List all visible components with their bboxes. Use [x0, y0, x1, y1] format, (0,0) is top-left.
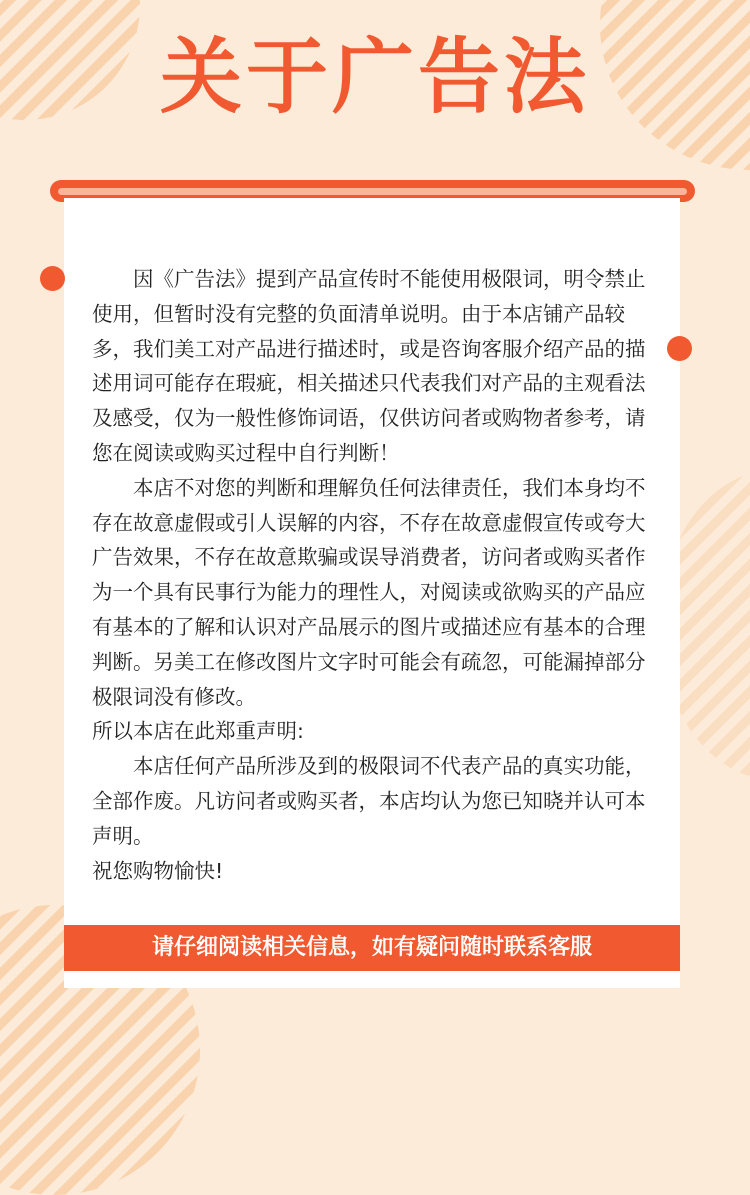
paragraph-declaration-heading: 所以本店在此郑重声明: [92, 719, 304, 744]
paragraph-liability: 本店不对您的判断和理解负任何法律责任，我们本身均不存在故意虚假或引人误解的内容，不存在故意虚假宣传或夸大广告效果，不存在故意欺骗或误导消费者，访问者或购买者作为一个具有民事行为能力的理性人，对阅读或欲购买的产品应有基本的了解和认识对产品展示的图片或描述应有基本的合理判断。另美工在修改图片文字时可能会有疏忽，可能漏掉部分极限词没有修改。 [92, 475, 646, 709]
footer-banner: 请仔细阅读相关信息，如有疑问随时联系客服 [64, 925, 680, 971]
decorative-dot-right [667, 336, 692, 361]
notice-body [92, 262, 660, 888]
scroll-rod-highlight [58, 188, 687, 195]
paragraph-intro: 因《广告法》提到产品宣传时不能使用极限词，明令禁止使用，但暂时没有完整的负面清单说明。由于本店铺产品较多，我们美工对产品进行描述时，或是咨询客服介绍产品的描述用词可能存在瑕疵，相关描述只代表我们对产品的主观看法及感受，仅为一般性修饰词语，仅供访问者或购物者参考，请您在阅读或购买过程中自行判断！ [92, 267, 646, 465]
decorative-dot-left [40, 266, 65, 291]
page-title: 关于广告法 [159, 30, 590, 125]
paragraph-closing: 祝您购物愉快! [92, 858, 224, 883]
paragraph-declaration: 本店任何产品所涉及到的极限词不代表产品的真实功能，全部作废。凡访问者或购买者，本店均认为您已知晓并认可本声明。 [92, 754, 646, 848]
